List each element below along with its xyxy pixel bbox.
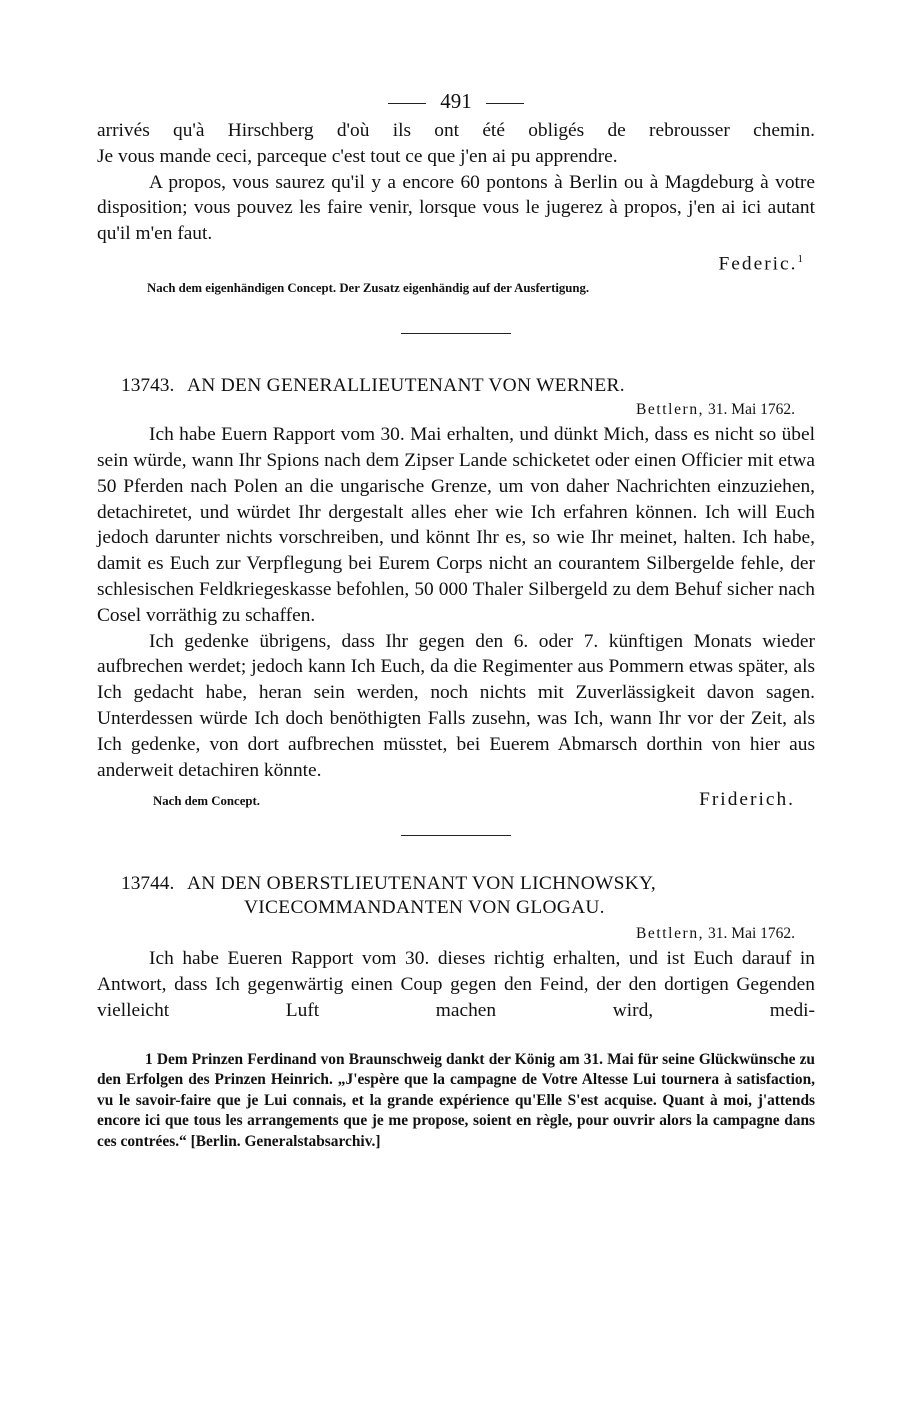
footnote-text [97, 1050, 815, 1153]
entry-addressee: AN DEN OBERSTLIEUTENANT VON LICHNOWSKY, [187, 873, 656, 895]
entry-heading-13743 [97, 374, 815, 398]
signature-friderich: Friderich. [699, 789, 795, 811]
footnote-mark: 1 [145, 1050, 153, 1068]
dateline-place: Bettlern, [635, 401, 705, 419]
header-dash-right [486, 103, 524, 104]
continuation-line-2: Je vous mande ceci, parceque c'est tout ce que j'en ai pu apprendre. [97, 145, 618, 167]
dateline-place: Bettlern, [635, 925, 705, 943]
page-number: 491 [440, 89, 472, 113]
signature-federic [97, 247, 815, 277]
entry-heading-13744 [97, 872, 815, 896]
entry-number: 13743. [121, 375, 175, 397]
entry-number: 13744. [121, 873, 175, 895]
entry-addressee: AN DEN GENERALLIEUTENANT VON WERNER. [187, 375, 625, 397]
continuation-line-1: arrivés qu'à Hirschberg d'où ils ont été obligés de rebrousser chemin. [97, 120, 815, 141]
letter-paragraph-1: Ich habe Eueren Rapport vom 30. dieses richtig erhalten, und ist Euch darauf in Antwort, dass Ich gegenwärtig einen Coup gegen den Feind, der den dortigen Gegenden vielleicht Luft machen wird, medi- [97, 948, 815, 1021]
footnote-body: Dem Prinzen Ferdinand von Braunschweig dankt der König am 31. Mai für seine Glückwünsche zu den Erfolgen des Prinzen Heinrich. „J'espère que la campagne de Votre Altesse Lui tournera à satisfaction, vu le savoir-faire que je Lui connais, et la grande expérience qu'Elle S'est acquise. Quant à moi, j'attends encore ici que tous les arrangements que je me propose, soient en règle, pour ouvrir alors la campagne dans ces contrées.“ [Berlin. Generalstabsarchiv.] [97, 1050, 815, 1150]
dateline-date: 31. Mai 1762. [708, 401, 795, 419]
postscript-paragraph: A propos, vous saurez qu'il y a encore 60 pontons à Berlin ou à Magdeburg à votre disposition; vous pouvez les faire venir, lorsque vous le jugerez à propos, j'en ai ici autant qu'il m'en faut. [97, 171, 815, 245]
entry-footer [97, 787, 815, 813]
source-note: Nach dem Concept. [153, 794, 260, 809]
document-page [97, 84, 815, 1153]
entry-dateline [97, 922, 815, 946]
footnote-reference-mark: 1 [797, 252, 803, 265]
dateline-date: 31. Mai 1762. [708, 925, 795, 943]
source-note: Nach dem eigenhändigen Concept. Der Zusatz eigenhändig auf der Ausfertigung. [147, 281, 590, 296]
letter-paragraph-2: Ich gedenke übrigens, dass Ihr gegen den 6. oder 7. künftigen Monats wieder aufbrechen werdet; jedoch kann Ich Euch, da die Regimenter aus Pommern etwas später, als Ich gedacht habe, heran sein werden, noch nichts mit Zuverlässigkeit davon sagen. Unterdessen würde Ich doch benöthigten Falls zusehn, was Ich, wann Ihr vor der Zeit, als Ich gedenke, von dort aufbrechen müsstet, bei Euerem Abmarsch dorthin von hier aus anderweit detachiren könnte. [97, 630, 815, 781]
footnote [97, 1050, 815, 1153]
entry-addressee-line-2: VICECOMMANDANTEN VON GLOGAU. [244, 897, 605, 919]
signature-federic-text: Federic. [718, 253, 798, 275]
letter-paragraph-1: Ich habe Euern Rapport vom 30. Mai erhalten, und dünkt Mich, dass es nicht so übel sein würde, wann Ihr Spions nach dem Zipser Lande schicketet oder einen Officier mit etwa 50 Pferden nach Polen an die ungarische Grenze, um von daher Nachrichten einzuziehen, detachiretet, und würdet Ihr dergestalt alles eher wie Ich erfahren können. Ich will Euch jedoch darunter nichts vorschreiben, und könnt Ihr es, so wie Ihr meinet, halten. Ich habe, damit es Euch zur Verpflegung bei Eurem Corps nicht an courantem Silbergelde fehle, der schlesischen Feldkriegeskasse befohlen, 50 000 Thaler Silbergeld zu dem Behuf sicher nach Cosel vorräthig zu schaffen. [97, 424, 815, 626]
page-header [97, 84, 815, 118]
entry-heading-line-2 [97, 896, 815, 920]
header-dash-left [388, 103, 426, 104]
entry-dateline [97, 398, 815, 422]
